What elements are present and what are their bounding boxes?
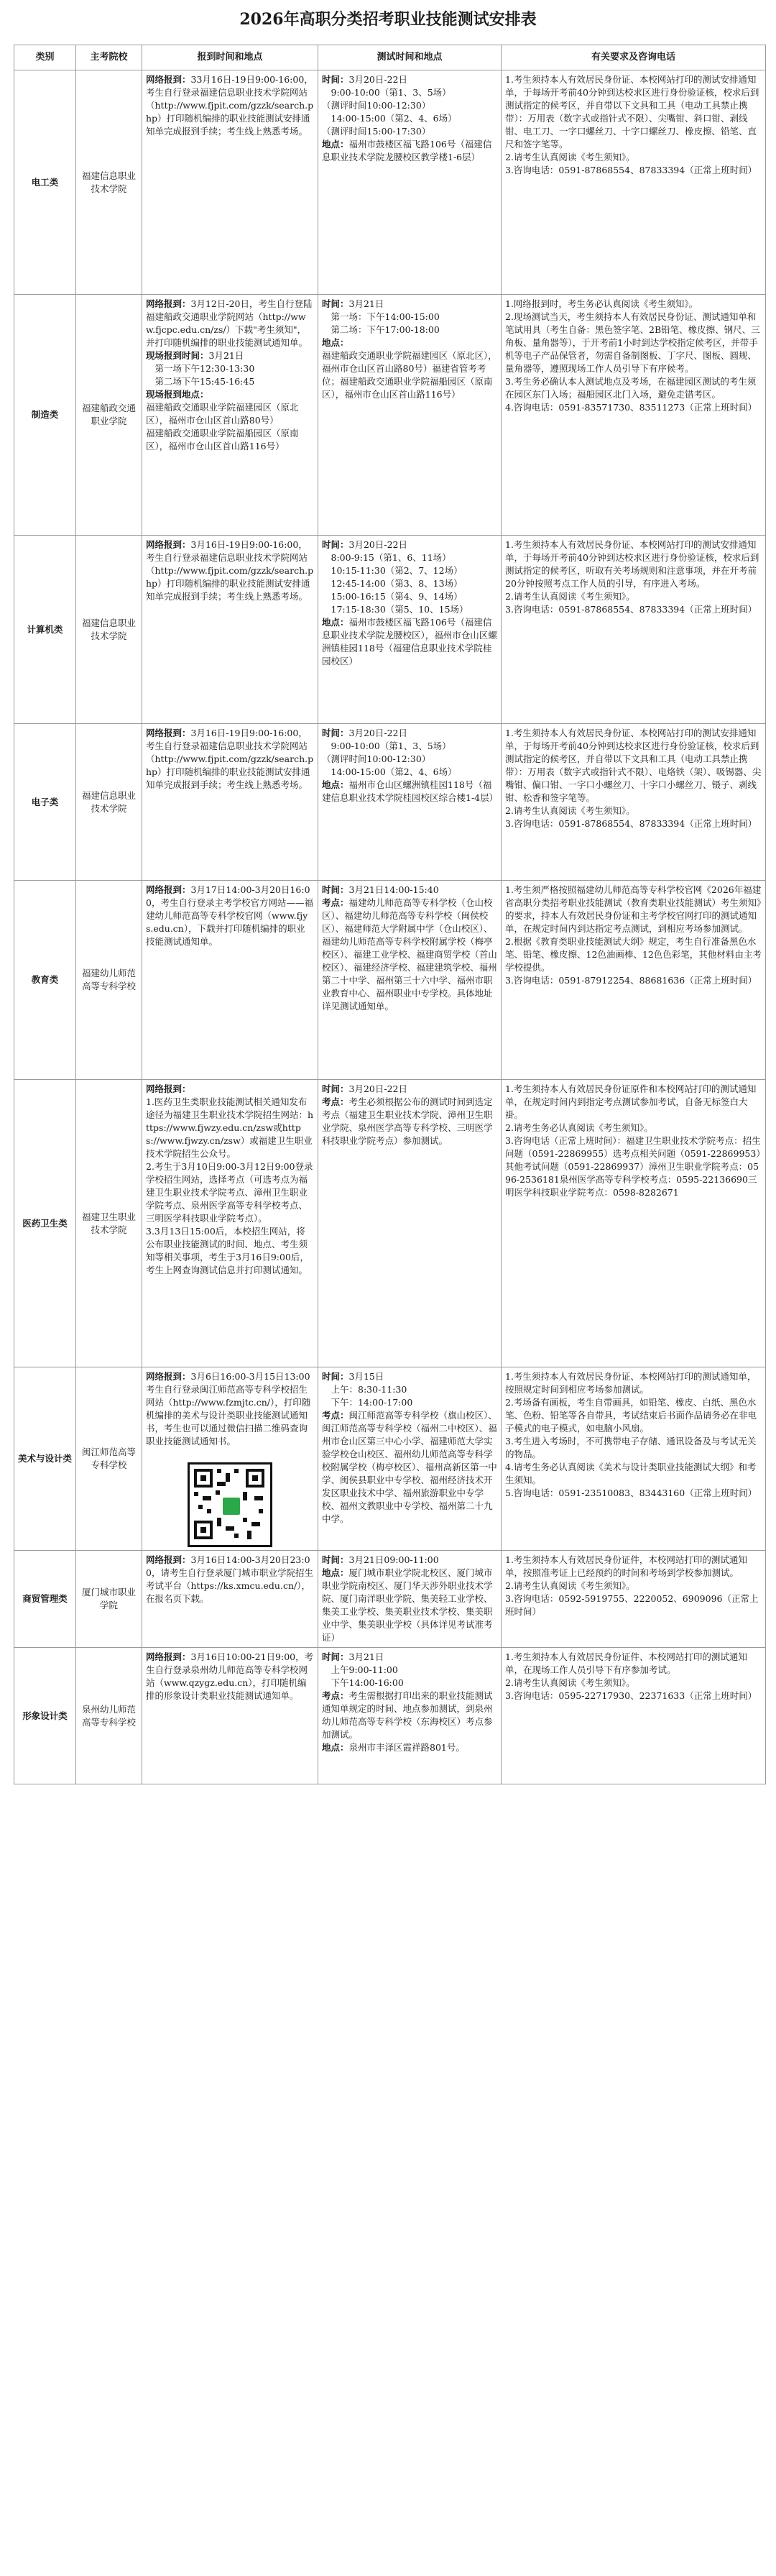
table-row xyxy=(14,881,766,1080)
cell-line: 4.咨询电话：0591-83571730、83511273（正常上班时间） xyxy=(505,402,757,413)
qr-code-icon xyxy=(188,1462,272,1547)
cell-line: 15:00-16:15（第4、9、14场） xyxy=(322,591,463,602)
table-row xyxy=(14,1080,766,1367)
cell-line: 3.咨询电话：0592-5919755、2220052、6909096（正常上班时间） xyxy=(505,1593,759,1617)
cell-line: 福建船政交通职业学院福建园区（原北区），福州市仓山区首山路80号）福建省管考考位；福建船政交通职业学院福船园区（原南区），福州市仓山区首山路116号） xyxy=(322,350,497,400)
table-row xyxy=(14,295,766,536)
header-category: 类别 xyxy=(14,45,76,70)
category-cell: 医药卫生类 xyxy=(14,1080,76,1367)
requirements-cell xyxy=(502,295,766,536)
cell-line: 1.考生须持本人有效居民身份证件、本校网站打印的测试通知单，在现场工作人员引导下有序参加考试。 xyxy=(505,1651,747,1675)
cell-line: 2.请考生认真阅读《考生须知》。 xyxy=(505,1677,635,1688)
header-school: 主考院校 xyxy=(76,45,142,70)
school-cell: 福建信息职业技术学院 xyxy=(76,724,142,881)
category-cell: 制造类 xyxy=(14,295,76,536)
cell-line: 2.请考生认真阅读《考生须知》。 xyxy=(505,152,635,162)
cell-line: 地点：福州市鼓楼区福飞路106号（福建信息职业技术学院龙腰校区教学楼1-6层） xyxy=(322,139,492,162)
requirements-cell xyxy=(502,881,766,1080)
cell-line: 上午9:00-11:00 xyxy=(322,1664,398,1675)
cell-line: （测评时间10:00-12:30） xyxy=(322,753,431,764)
category-cell: 商贸管理类 xyxy=(14,1551,76,1648)
cell-line: 9:00-10:00（第1、3、5场） xyxy=(322,741,451,751)
cell-line: 17:15-18:30（第5、10、15场） xyxy=(322,604,468,615)
cell-line: 第一场下午12:30-13:30 xyxy=(146,363,255,374)
requirements-cell xyxy=(502,724,766,881)
category-cell: 电工类 xyxy=(14,70,76,295)
school-cell: 福建幼儿师范高等专科学校 xyxy=(76,881,142,1080)
cell-line: 14:00-15:00（第2、4、6场） xyxy=(322,113,457,124)
cell-line: 网络报到： xyxy=(146,1083,191,1094)
cell-line: （测评时间10:00-12:30） xyxy=(322,100,431,111)
test-cell xyxy=(318,1648,502,1784)
test-cell xyxy=(318,724,502,881)
test-cell xyxy=(318,1080,502,1367)
cell-line: 时间：3月20日-22日 xyxy=(322,539,408,550)
cell-line: 下午：14:00-17:00 xyxy=(322,1397,413,1408)
table-row xyxy=(14,70,766,295)
school-cell: 福建信息职业技术学院 xyxy=(76,70,142,295)
cell-line: 地点：福州市仓山区螺洲镇桂园118号（福建信息职业技术学院桂园校区综合楼1-4层） xyxy=(322,779,499,803)
cell-line: 12:45-14:00（第3、8、13场） xyxy=(322,578,463,589)
cell-line: 1.考生须持本人有效居民身份证、本校网站打印的测试安排通知单，于每场开考前40分钟到达校求区进行身份验证核，校求后到测试指定的候考区，听取有关考场规则和注意事项，并在开考前20分钟按照考点工作人员的引导，有序进入考场。 xyxy=(505,539,759,589)
cell-line: 网络报到：33月16日-19日9:00-16:00，考生自行登录福建信息职业技术学院网站（http://www.fjpit.com/gzzk/search.php）打印随机编排的职业技能测试安排通知单完成报到手续；考生线上熟悉考场。 xyxy=(146,74,314,137)
header-report: 报到时间和地点 xyxy=(142,45,318,70)
cell-line: 3.考生务必确认本人测试地点及考场，在福建园区测试的考生须在园区东门入场；福船园区北门入场，避免走错考区。 xyxy=(505,376,757,400)
table-row xyxy=(14,1367,766,1551)
report-cell xyxy=(142,724,318,881)
cell-line: 时间：3月20日-22日 xyxy=(322,1083,408,1094)
requirements-cell xyxy=(502,1080,766,1367)
header-requirements: 有关要求及咨询电话 xyxy=(502,45,766,70)
category-cell: 教育类 xyxy=(14,881,76,1080)
cell-line: 考点：考生需根据打印出来的职业技能测试通知单规定的时间、地点参加测试，到泉州幼儿师范高等专科学校（东海校区）考点参加测试。 xyxy=(322,1690,493,1740)
header-test: 测试时间和地点 xyxy=(318,45,502,70)
report-cell xyxy=(142,1648,318,1784)
cell-line: 网络报到：3月17日14:00-3月20日16:00，考生自行登录主考学校官方网站——福建幼儿师范高等专科学校官网（www.fjys.edu.cn），下载并打印随机编排的职业技能测试通知单。 xyxy=(146,884,313,947)
cell-line: 3.咨询电话：0591-87868554、87833394（正常上班时间） xyxy=(505,165,757,175)
cell-line: 3.咨询电话：0595-22717930、22371633（正常上班时间） xyxy=(505,1690,757,1701)
report-cell xyxy=(142,1367,318,1551)
table-row xyxy=(14,536,766,724)
cell-line: 1.考生须持本人有效居民身份证件，本校网站打印的测试通知单，按照准考证上已经预约的时间和考场到学校参加测试。 xyxy=(505,1554,747,1578)
cell-line: 网络报到：3月16日10:00-21日9:00，考生自行登录泉州幼儿师范高等专科学校网站（www.qzygz.edu.cn），打印随机编排的形象设计类职业技能测试通知单。 xyxy=(146,1651,314,1701)
cell-line: 1.考生须严格按照福建幼儿师范高等专科学校官网《2026年福建省高职分类招考职业技能测试（教育类职业技能测试）考生须知》的要求，持本人有效居民身份证和主考学校官网打印的测试通知单，在规定时间内到达指定考点测试，到相应考场参加测试。 xyxy=(505,884,762,934)
cell-line: 2.请考生认真阅读《考生须知》。 xyxy=(505,591,635,602)
cell-line: 网络报到：3月16日14:00-3月20日23:00，请考生自行登录厦门城市职业学院招生考试平台（https://ks.xmcu.edu.cn/），在报名页下载。 xyxy=(146,1554,313,1604)
cell-line: 第二场：下午17:00-18:00 xyxy=(322,324,440,335)
cell-line: 福建船政交通职业学院福船园区（原南区），福州市仓山区首山路116号） xyxy=(146,428,299,452)
test-cell xyxy=(318,1551,502,1648)
cell-line: 第二场下午15:45-16:45 xyxy=(146,376,255,387)
report-cell xyxy=(142,1080,318,1367)
cell-line: 福建船政交通职业学院福建园区（原北区），福州市仓山区首山路80号） xyxy=(146,402,299,426)
test-cell xyxy=(318,536,502,724)
table-row xyxy=(14,1551,766,1648)
requirements-cell xyxy=(502,1551,766,1648)
requirements-cell xyxy=(502,1648,766,1784)
cell-line: 1.网络报到时，考生务必认真阅读《考生须知》。 xyxy=(505,298,698,309)
cell-line: 2.考生于3月10日9:00-3月12日9:00登录学校招生网站，选择考点（可选考点为福建卫生职业技术学院考点、漳州卫生职业学院考点、泉州医学高等专科学校考点、三明医学科技职业学院考点）。 xyxy=(146,1161,313,1224)
cell-line: 1.考生须持本人有效居民身份证原件和本校网站打印的测试通知单，在规定时间内到指定考点测试参加考试，自备无标签白大褂。 xyxy=(505,1083,757,1120)
table-row xyxy=(14,1648,766,1784)
cell-line: 地点：泉州市丰泽区霞祥路801号。 xyxy=(322,1742,465,1753)
cell-line: 地点： xyxy=(322,337,349,348)
cell-line: 5.咨询电话：0591-23510083、83443160（正常上班时间） xyxy=(505,1488,757,1498)
cell-line: 地点：福州市鼓楼区福飞路106号（福建信息职业技术学院龙腰校区），福州市仓山区螺洲镇桂园118号（福建信息职业技术学院桂园校区） xyxy=(322,617,497,666)
cell-line: 考点：福建幼儿师范高等专科学校（仓山校区）、福建幼儿师范高等专科学校（闽侯校区）、福建师范大学附属中学（仓山校区）、福建幼儿师范高等专科学校附属学校（梅亭校区）、福建工业学校、福建商贸学校（首山校区）、福建经济学校、福建建筑学校、福州第二十中学、福州第三十六中学、福州市职业教育中心、福州职业中专学校。具体地址详见测试通知单。 xyxy=(322,897,497,1012)
cell-line: 网络报到：3月6日16:00-3月15日13:00考生自行登录闽江师范高等专科学校招生网站（http://www.fzmjtc.cn/），打印随机编排的美术与设计类职业技能测试通知书，考生也可以通过微信扫描二维码查询职业技能测试通知书。 xyxy=(146,1371,311,1447)
test-cell xyxy=(318,70,502,295)
school-cell: 福建信息职业技术学院 xyxy=(76,536,142,724)
cell-line: 时间：3月15日 xyxy=(322,1371,384,1382)
cell-line: 下午14:00-16:00 xyxy=(322,1677,404,1688)
cell-line: 网络报到：3月16日-19日9:00-16:00，考生自行登录福建信息职业技术学院网站（http://www.fjpit.com/gzzk/search.php）打印随机编排的职业技能测试安排通知单完成报到手续；考生线上熟悉考场。 xyxy=(146,728,314,790)
cell-line: 4.请考生务必认真阅读《美术与设计类职业技能测试大纲》和考生须知。 xyxy=(505,1462,757,1485)
requirements-cell xyxy=(502,1367,766,1551)
schedule-table xyxy=(14,45,766,1784)
cell-line: 1.考生须持本人有效居民身份证、本校网站打印的测试安排通知单，于每场开考前40分钟到达校求区进行身份验证核，校求后到测试指定的候考区，并自带以下文具和工具（电动工具禁止携带）：万用表（数字式或指针式不限）、电烙铁（架）、吸锡器、尖嘴钳、偏口钳、一字口小螺丝刀、十字口小螺丝刀、镊子、剥线钳、松香和签字笔等。 xyxy=(505,728,762,803)
cell-line: 网络报到：3月16日-19日9:00-16:00，考生自行登录福建信息职业技术学院网站（http://www.fjpit.com/gzzk/search.php）打印随机编排的职业技能测试安排通知单完成报到手续；考生线上熟悉考场。 xyxy=(146,539,314,602)
cell-line: 2.请考生务必认真阅读《考生须知》。 xyxy=(505,1122,653,1133)
category-cell: 美术与设计类 xyxy=(14,1367,76,1551)
category-cell: 电子类 xyxy=(14,724,76,881)
cell-line: 地点：厦门城市职业学院北校区、厦门城市职业学院南校区、厦门华天涉外职业技术学院、厦门南洋职业学院、集美轻工业学校、集美工业学校、集美职业技术学校、集美职业中学、集美职业学校（具体详见考试准考证） xyxy=(322,1567,493,1643)
cell-line: 时间：3月21日09:00-11:00 xyxy=(322,1554,439,1565)
cell-line: 时间：3月21日14:00-15:40 xyxy=(322,884,439,895)
table-header-row xyxy=(14,45,766,70)
cell-line: 1.考生须持本人有效居民身份证、本校网站打印的测试安排通知单，于每场开考前40分钟到达校求区进行身份验证核，校求后到测试指定的候考区，并自带以下文具和工具（电动工具禁止携带）：万用表（数字式或指针式不限）、尖嘴钳、斜口钳、剥线钳、电工刀、一字口螺丝刀、十字口螺丝刀、橡皮擦、铅笔、直尺和签字笔等。 xyxy=(505,74,759,150)
requirements-cell xyxy=(502,536,766,724)
cell-line: 3.咨询电话：0591-87868554、87833394（正常上班时间） xyxy=(505,604,757,615)
cell-line: 1.医药卫生类职业技能测试相关通知发布途径为福建卫生职业技术学院招生网站：https://www.fjwzy.edu.cn/zsw或https://www.fjwzy.cn/zsw）或福建卫生职业技术学院招生公众号。 xyxy=(146,1096,314,1159)
school-cell: 福建卫生职业技术学院 xyxy=(76,1080,142,1367)
report-cell xyxy=(142,536,318,724)
report-cell xyxy=(142,881,318,1080)
report-cell xyxy=(142,295,318,536)
school-cell: 福建船政交通职业学院 xyxy=(76,295,142,536)
cell-line: 时间：3月20日-22日 xyxy=(322,74,408,85)
cell-line: 考点：闽江师范高等专科学校（旗山校区）、闽江师范高等专科学校（福州二中校区）、福州市仓山区第三中心小学、福建师范大学实验学校仓山校区、福州幼儿师范高等专科学校附属学校（梅亭校区）、福州高新区第一中学、闽侯县职业中专学校、福州经济技术开发区职业技术中学、福州旅游职业中专学校、福州文教职业中专学校、福州第二十九中学。 xyxy=(322,1410,497,1524)
cell-line: 8:00-9:15（第1、6、11场） xyxy=(322,552,451,563)
test-cell xyxy=(318,881,502,1080)
requirements-cell xyxy=(502,70,766,295)
cell-line: 1.考生须持本人有效居民身份证、本校网站打印的测试通知单，按照规定时间到相应考场参加测试。 xyxy=(505,1371,757,1395)
cell-line: 14:00-15:00（第2、4、6场） xyxy=(322,766,457,777)
test-cell xyxy=(318,1367,502,1551)
cell-line: 2.现场测试当天，考生须持本人有效居民身份证、测试通知单和笔试用具（考生自备：黑色签字笔、2B铅笔、橡皮擦、钢尺、三角板、量角器等），于开考前1小时到达学校指定候考区，并带手机等电子产品保管者，勿需自备制图板、丁字尺、图板、圆规、量角器等，遵照现场工作人员引导下有序候考。 xyxy=(505,311,760,374)
cell-line: 3.3月13日15:00后，本校招生网站，将公布职业技能测试的时间、地点、考生须知等相关事项，考生于3月16日9:00后，考生上网查询测试信息并打印测试通知。 xyxy=(146,1226,309,1275)
cell-line: 2.考场备有画板，考生自带画具，如铅笔、橡皮、白纸、黑色水笔、色粉、铅笔等各自带具，考试结束后书面作品请务必在非电子模式的电子模式，如电脑小风扇。 xyxy=(505,1397,757,1434)
category-cell: 形象设计类 xyxy=(14,1648,76,1784)
cell-line: （测评时间15:00-17:30） xyxy=(322,126,431,137)
cell-line: 3.咨询电话（正常上班时间）：福建卫生职业技术学院考点：招生问题（0591-22869955）选考点相关问题（0591-22869953）其他考试问题（0591-22869937）漳州卫生职业学院考点：0596-2536181泉州医学高等专科学校考点：0595-22136690三明医学科技职业学院考点：0598-8282671 xyxy=(505,1135,761,1198)
cell-line: 3.考生进入考场时，不可携带电子存储、通讯设备及与考试无关的物品。 xyxy=(505,1436,757,1459)
school-cell: 泉州幼儿师范高等专科学校 xyxy=(76,1648,142,1784)
cell-line: 时间：3月21日 xyxy=(322,1651,384,1662)
cell-line: 考点：考生必须根据公布的测试时间到选定考点（福建卫生职业技术学院、漳州卫生职业学院、泉州医学高等专科学校、三明医学科技职业学院考点）参加测试。 xyxy=(322,1096,493,1146)
school-cell: 厦门城市职业学院 xyxy=(76,1551,142,1648)
cell-line: 时间：3月21日 xyxy=(322,298,384,309)
cell-line: 2.请考生认真阅读《考生须知》。 xyxy=(505,805,635,816)
cell-line: 网络报到：3月12日-20日，考生自行登陆福建船政交通职业学院网站（http://www.fjcpc.edu.cn/zs/）下载"考生须知"，并打印随机编排的职业技能测试通知单。 xyxy=(146,298,313,348)
cell-line: 2.根据《教育类职业技能测试大纲》规定，考生自行准备黑色水笔、铅笔、橡皮擦、12色油画棒、12色色彩笔，其他材料由主考学校提供。 xyxy=(505,936,762,973)
cell-line: 9:00-10:00（第1、3、5场） xyxy=(322,87,451,98)
cell-line: 2.请考生认真阅读《考生须知》。 xyxy=(505,1580,635,1591)
report-cell xyxy=(142,1551,318,1648)
table-row xyxy=(14,724,766,881)
cell-line: 现场报到地点： xyxy=(146,389,209,400)
cell-line: 3.咨询电话：0591-87868554、87833394（正常上班时间） xyxy=(505,818,757,829)
school-cell: 闽江师范高等专科学校 xyxy=(76,1367,142,1551)
cell-line: 现场报到时间：3月21日 xyxy=(146,350,244,361)
cell-line: 第一场：下午14:00-15:00 xyxy=(322,311,440,322)
category-cell: 计算机类 xyxy=(14,536,76,724)
cell-line: 3.咨询电话：0591-87912254、88681636（正常上班时间） xyxy=(505,975,757,986)
report-cell xyxy=(142,70,318,295)
cell-line: 上午：8:30-11:30 xyxy=(322,1384,407,1395)
document-title: 2026年高职分类招考职业技能测试安排表 xyxy=(239,10,537,29)
cell-line: 时间：3月20日-22日 xyxy=(322,728,408,738)
test-cell xyxy=(318,295,502,536)
cell-line: 10:15-11:30（第2、7、12场） xyxy=(322,565,463,576)
